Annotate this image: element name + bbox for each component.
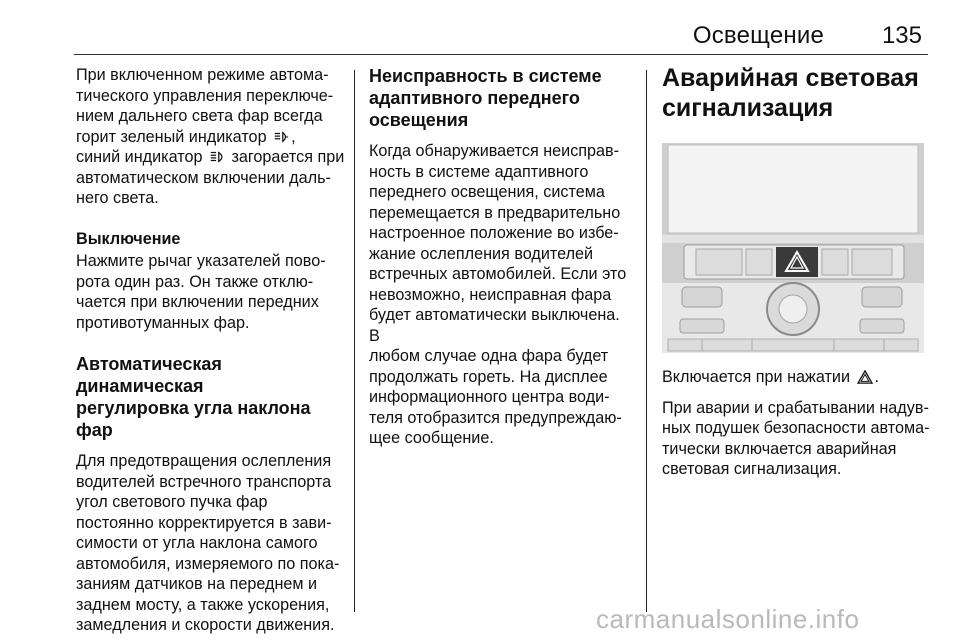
column-2 <box>369 65 631 449</box>
hazard-caption: Включается при нажатии . <box>662 368 880 386</box>
hazard-heading: Аварийная световая сигнализация <box>662 64 919 122</box>
hazard-paragraph: При аварии и срабатывании надув- ных подушек безопасности автома- тически включается аварийная световая сигнализация. <box>662 398 930 478</box>
off-heading: Выключение <box>76 229 181 248</box>
off-paragraph: Выключение Нажмите рычаг указателей пово- рота один раз. Он также отклю- чается при включении передних противотуманных фар. <box>76 229 346 334</box>
dashboard-hazard-photo <box>662 143 924 353</box>
leveling-paragraph: Для предотвращения ослепления водителей встречного транспорта угол светового пучка фар постоянно корректируется в зави- симости от угла наклона самого автомобиля, измеряемого по пока- заниям датчиков на переднем и заднем мосту, а также ускорения, замедления и скорости движения. <box>76 452 340 634</box>
column-divider-1 <box>354 70 355 612</box>
afl-fault-heading: Неисправность в системе адаптивного переднего освещения <box>369 66 602 130</box>
afl-fault-paragraph: Когда обнаруживается неисправ- ность в системе адаптивного переднего освещения, система перемещается в предварительно настроенное положение во избе- жание ослепления водителей встречных автомобилей. Если это невозможно, неисправная фара будет автоматически выключена. В любом случае одна фара будет продолжать гореть. На дисплее информационного центра води- теля отобразится предупреждаю- щее сообщение. <box>369 142 627 447</box>
page-header <box>74 20 928 55</box>
column-3 <box>662 65 930 480</box>
leveling-heading: Автоматическая динамическая регулировка угла наклона фар <box>76 354 311 440</box>
column-divider-2 <box>646 70 647 612</box>
section-title: Освещение <box>692 22 824 49</box>
intro-paragraph: При включенном режиме автома- тического управления переключе- нием дальнего света фар всегда горит зеленый индикатор , синий индикатор загорается при автоматическом включении даль- него света. <box>76 66 345 207</box>
hazard-triangle-icon <box>857 370 873 384</box>
high-beam-green-icon <box>273 130 289 144</box>
page-number: 135 <box>881 22 922 49</box>
watermark: carmanualsonline.info <box>596 604 860 634</box>
high-beam-blue-icon <box>209 150 225 164</box>
column-1 <box>76 65 346 636</box>
